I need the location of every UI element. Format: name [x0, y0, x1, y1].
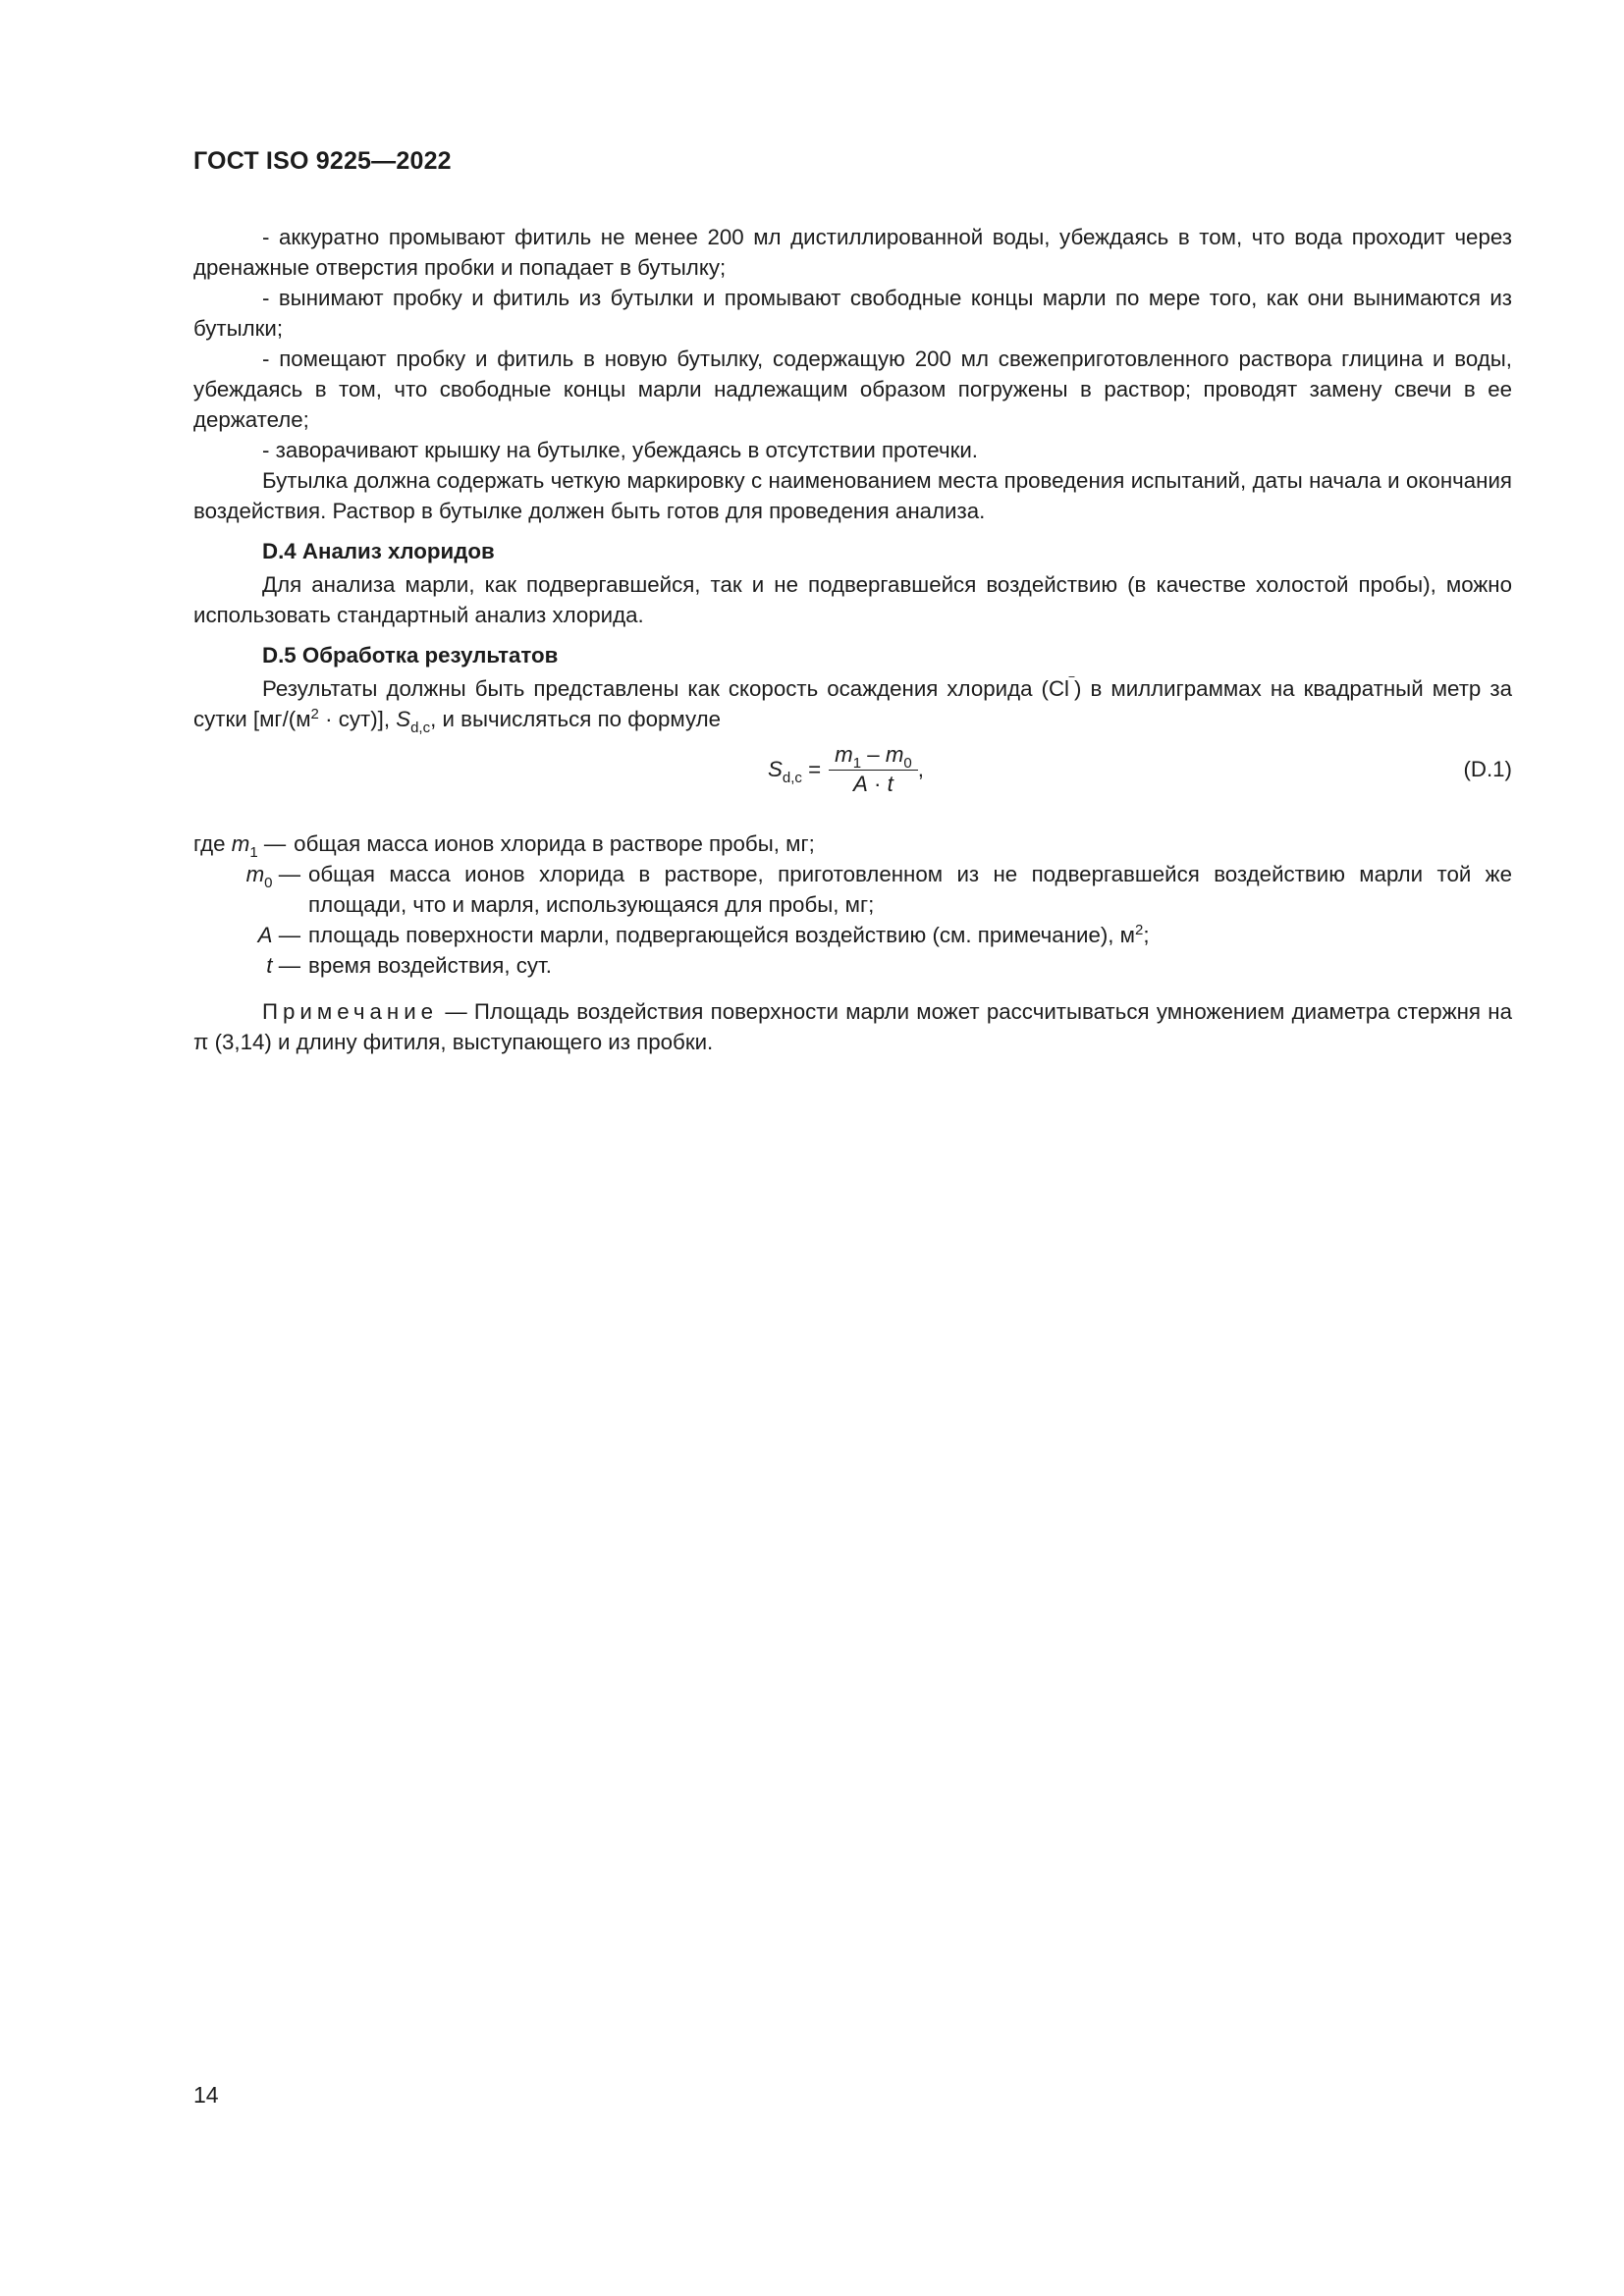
formula-d1: [768, 742, 924, 796]
formula-comma: ,: [917, 757, 924, 781]
note-paragraph: [193, 996, 1512, 1057]
definition-row: A — площадь поверхности марли, подвергающейся воздействию (см. примечание), $м^2$;: [257, 922, 1150, 947]
definition-row: $m_0$ — общая масса ионов хлорида в растворе, приготовленном из не подвергавшейся воздействию марли той же площади, что и марля, использующаяся для пробы, мг;: [245, 862, 1512, 917]
variable-definitions: [193, 828, 1512, 981]
formula-lhs: $S_{d,c}$ =: [768, 757, 822, 786]
document-body: [193, 222, 1512, 1057]
definition-row: где $m_1$ — общая масса ионов хлорида в растворе пробы, мг;: [193, 831, 815, 861]
section-heading-d4: D.4 Анализ хлоридов: [262, 539, 495, 563]
section-d4-text: Для анализа марли, как подвергавшейся, так и не подвергавшейся воздействию (в качестве холостой пробы), можно использовать стандартный анализ хлорида.: [193, 572, 1512, 627]
document-header: ГОСТ ISO 9225—2022: [193, 147, 452, 175]
formula-denominator: A · t: [852, 772, 893, 796]
list-item: - заворачивают крышку на бутылке, убеждаясь в отсутствии протечки.: [262, 438, 978, 462]
section-heading-d5: D.5 Обработка результатов: [262, 643, 559, 667]
formula-numerator: $m_1 - m_0$: [829, 742, 918, 771]
bottle-paragraph: Бутылка должна содержать четкую маркировку с наименованием места проведения испытаний, даты начала и окончания воздействия. Раствор в бутылке должен быть готов для проведения анализа.: [193, 468, 1512, 523]
definition-row: t — время воздействия, сут.: [266, 953, 552, 978]
note-label: Примечание: [262, 999, 439, 1024]
section-d5-text: Результаты должны быть представлены как скорость осаждения хлорида (Cl‾) в миллиграммах на квадратный метр за сутки $[мг/(м^2 \cdot сут)]$, $S_{d,c}$, и вычисляться по формуле: [193, 675, 1512, 736]
formula-number: (D.1): [1463, 757, 1512, 781]
list-item: - помещают пробку и фитиль в новую бутылку, содержащую 200 мл свежеприготовленного раствора глицина и воды, убеждаясь в том, что свободные концы марли надлежащим образом погружены в раствор; проводят замену свечи в ее держателе;: [193, 347, 1512, 432]
note-text: — Площадь воздействия поверхности марли может рассчитываться умножением диаметра стержня на π (3,14) и длину фитиля, выступающего из пробки.: [193, 999, 1512, 1054]
formula-fraction: [829, 742, 918, 796]
formula-block: [193, 736, 1512, 819]
page-number: 14: [193, 2082, 219, 2108]
list-item: - аккуратно промывают фитиль не менее 200 мл дистиллированной воды, убеждаясь в том, что вода проходит через дренажные отверстия пробки и попадает в бутылку;: [193, 225, 1512, 280]
list-item: - вынимают пробку и фитиль из бутылки и промывают свободные концы марли по мере того, как они вынимаются из бутылки;: [193, 286, 1512, 341]
